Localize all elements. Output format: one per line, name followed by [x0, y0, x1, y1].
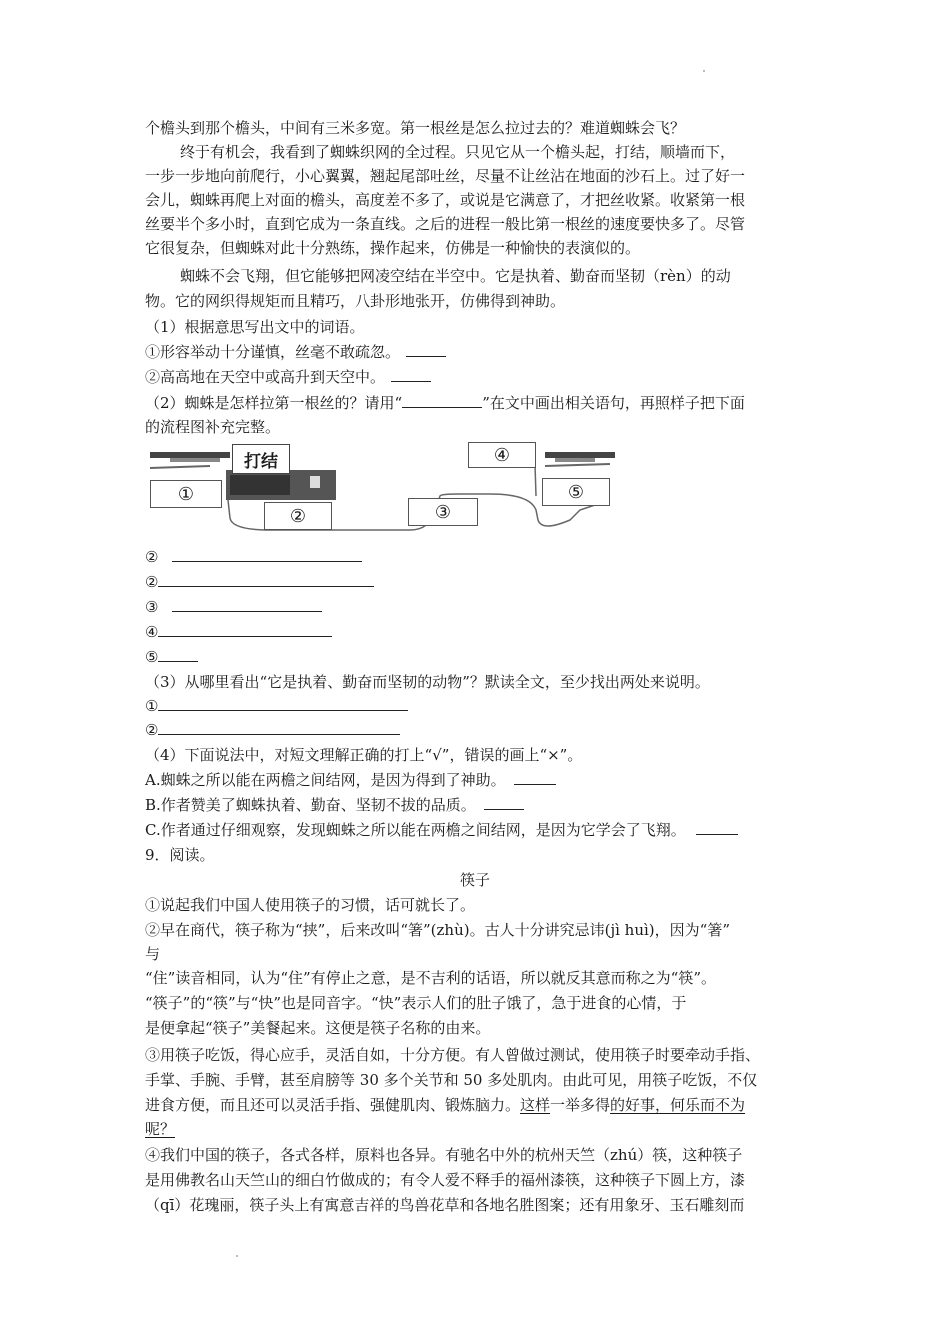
flow-box-2: ② [264, 502, 332, 530]
paragraph-text: 一举多得 [550, 1096, 611, 1114]
question-4: （4）下面说法中，对短文理解正确的打上“√”，错误的画上“×”。 [145, 746, 583, 764]
paragraph-line: ③用筷子吃饭，得心应手，灵活自如，十分方便。有人曾做过测试，使用筷子时要牵动手指、 [145, 1046, 761, 1064]
scan-speck [703, 70, 705, 72]
question-1: （1）根据意思写出文中的词语。 [145, 318, 365, 336]
question-4c [145, 818, 738, 842]
paragraph-line: “筷子”的“筷”与“快”也是同音字。“快”表示人们的肚子饿了，急于进食的心情，于 [145, 994, 687, 1012]
answer-label: ② [145, 573, 159, 591]
answer-blank[interactable] [391, 367, 431, 382]
passage-line: 蜘蛛不会飞翔，但它能够把网凌空结在半空中。它是执着、勤奋而坚韧（rèn）的动 [180, 267, 731, 285]
question-text: ”在文中画出相关语句，再照样子把下面 [482, 394, 745, 412]
statement-text: B.作者赞美了蜘蛛执着、勤奋、坚韧不拔的品质。 [145, 796, 476, 814]
question-2-cont: 的流程图补充完整。 [145, 418, 281, 436]
paragraph-line: ④我们中国的筷子，各式各样，原料也各异。有驰名中外的杭州天竺（zhú）筷，这种筷子 [145, 1146, 743, 1164]
statement-text: A.蜘蛛之所以能在两檐之间结网，是因为得到了神助。 [145, 771, 506, 789]
question-9: 9．阅读。 [145, 846, 215, 864]
passage-line: 丝要半个多小时，直到它成为一条直线。之后的进程一般比第一根丝的速度要快多了。尽管 [145, 215, 746, 233]
paragraph-line: 是便拿起“筷子”美餐起来。这便是筷子名称的由来。 [145, 1019, 491, 1037]
answer-blank[interactable] [514, 770, 556, 785]
answer-line [145, 545, 362, 569]
answer-line [145, 694, 408, 718]
answer-blank[interactable] [158, 572, 374, 587]
statement-text: C.作者通过仔细观察，发现蜘蛛之所以能在两檐之间结网，是因为它学会了飞翔。 [145, 821, 686, 839]
paragraph-text: 进食方便，而且还可以灵活手指、强健肌肉、锻炼脑力。 [145, 1096, 521, 1114]
flow-diagram [150, 440, 620, 540]
answer-blank[interactable] [696, 820, 738, 835]
paragraph-line: 手掌、手腕、手臂，甚至肩膀等 30 多个关节和 50 多处肌肉。由此可见，用筷子吃饭，不仅 [145, 1071, 758, 1089]
answer-line [145, 645, 198, 669]
answer-blank[interactable] [158, 622, 332, 637]
article-title: 筷子 [459, 871, 490, 889]
paragraph-line [145, 1093, 745, 1117]
paragraph-line: 与 [145, 945, 161, 963]
paragraph-line: “住”读音相同，认为“住”有停止之意，是不吉利的话语，所以就反其意而称之为“筷”。 [145, 969, 717, 987]
underlined-phrase: 的好事，何乐而不为 [610, 1096, 746, 1114]
passage-line: 物。它的网织得规矩而且精巧，八卦形地张开，仿佛得到神助。 [145, 292, 566, 310]
answer-line [145, 570, 374, 594]
underline-mark [402, 393, 482, 408]
question-text: ②高高地在天空中或高升到天空中。 [145, 368, 386, 386]
scan-speck [236, 1255, 238, 1257]
answer-label: ① [145, 697, 159, 715]
answer-blank[interactable] [158, 647, 198, 662]
paragraph-line: ①说起我们中国人使用筷子的习惯，话可就长了。 [145, 896, 476, 914]
answer-blank[interactable] [172, 547, 362, 562]
passage-line: 它很复杂，但蜘蛛对此十分熟练，操作起来，仿佛是一种愉快的表演似的。 [145, 239, 641, 257]
answer-line [145, 718, 400, 742]
answer-label: ② [145, 548, 159, 566]
paragraph-line: （qī）花瑰丽，筷子头上有寓意吉祥的鸟兽花草和各地名胜图案；还有用象牙、玉石雕刻而 [145, 1196, 745, 1214]
question-4a [145, 768, 556, 792]
paragraph-line: 是用佛教名山天竺山的细白竹做成的；有令人爱不释手的福州漆筷，这种筷子下圆上方，漆 [145, 1171, 746, 1189]
passage-line: 会儿，蜘蛛再爬上对面的檐头，高度差不多了，或说是它满意了，才把丝收紧。收紧第一根 [145, 191, 746, 209]
answer-blank[interactable] [172, 597, 322, 612]
answer-blank[interactable] [158, 720, 400, 735]
answer-label: ② [145, 721, 159, 739]
underlined-phrase: 这样 [520, 1096, 551, 1114]
answer-label: ⑤ [145, 648, 159, 666]
answer-label: ④ [145, 623, 159, 641]
question-3: （3）从哪里看出“它是执着、勤奋而坚韧的动物”？默读全文，至少找出两处来说明。 [145, 673, 710, 691]
question-1a [145, 340, 446, 364]
passage-line: 个檐头到那个檐头，中间有三米多宽。第一根丝是怎么拉过去的？难道蜘蛛会飞？ [145, 119, 686, 137]
answer-line [145, 620, 332, 644]
answer-label: ③ [145, 598, 159, 616]
passage-line: 终于有机会，我看到了蜘蛛织网的全过程。只见它从一个檐头起，打结，顺墙而下， [180, 143, 736, 161]
answer-blank[interactable] [158, 696, 408, 711]
knot-label: 打结 [232, 444, 290, 474]
answer-line [145, 595, 322, 619]
paragraph-line: ②早在商代，筷子称为“挟”，后来改叫“箸”(zhù)。古人十分讲究忌讳(jì huì)，因为“箸” [145, 921, 730, 939]
question-2 [145, 391, 745, 415]
answer-blank[interactable] [484, 795, 524, 810]
question-4b [145, 793, 524, 817]
paragraph-line [145, 1117, 175, 1141]
underlined-phrase: 呢？ [145, 1120, 176, 1138]
flow-box-1: ① [150, 480, 222, 508]
answer-blank[interactable] [406, 342, 446, 357]
passage-line: 一步一步地向前爬行，小心翼翼，翘起尾部吐丝，尽量不让丝沾在地面的沙石上。过了好一 [145, 167, 746, 185]
question-text: ①形容举动十分谨慎，丝毫不敢疏忽。 [145, 343, 401, 361]
flow-box-5: ⑤ [542, 478, 610, 506]
flow-box-3: ③ [408, 498, 478, 526]
flow-box-4: ④ [468, 442, 536, 468]
question-text: （2）蜘蛛是怎样拉第一根丝的？请用“ [145, 394, 403, 412]
question-1b [145, 365, 431, 389]
